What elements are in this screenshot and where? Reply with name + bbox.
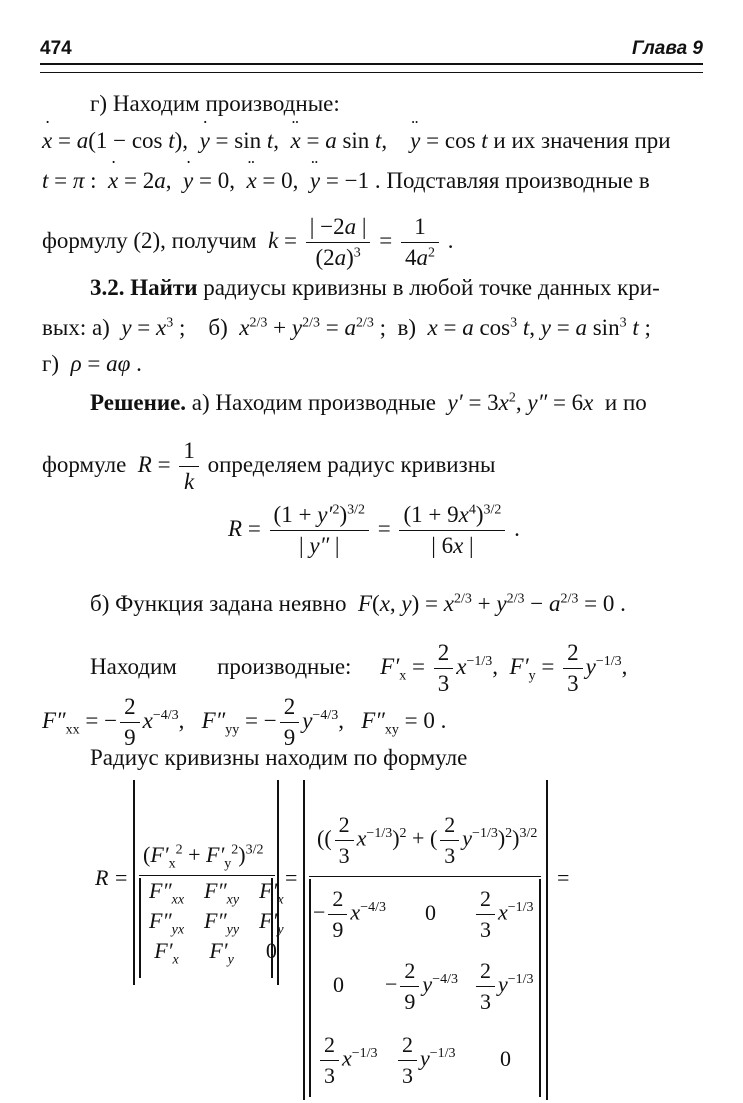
radius-formula-a: R = $\frac{(1 + y'^2)^{3/2}}{| y'' |}$ = $\frac{(1 + 9x^4)^{3/2}}{| 6x |}$ . — [228, 502, 520, 558]
page-number: 474 — [40, 38, 72, 59]
derivatives-formula: ˙ x = a(1 − cos t), ˙ y = sin t, ¨ x = a sin t, ¨ y = cos t и их значения при — [42, 127, 671, 155]
second-partials: $F''_{xx}$ = − $\frac{2}{9}$ $x^{-4/3}$, $F''_{yy}$ = − $\frac{2}{9}$ $y^{-4/3}$, $F''_{xy} = 0$ . — [42, 694, 447, 750]
problem-3-2: 3.2. Найти радиусы кривизны в любой точке данных кри- — [90, 275, 660, 300]
curves-list: вых: а) $y = x^3$ ; б) $x^{2/3} + y^{2/3} = a^{2/3}$ ; в) x = a $\cos^3 t$, y = a $\sin^3 t$ ; — [42, 315, 651, 340]
header-rule — [40, 63, 703, 73]
curvature-result: формулу (2), получим k = $\frac{| -2a |}{(2a)^3}$ = $\frac{1}{4a^2}$ . — [42, 214, 454, 270]
radius-formula-line: формуле R = $\frac{1}{k}$ определяем радиус кривизны — [42, 438, 496, 494]
first-partials: Находим производные: $F'_x$ = $\frac{2}{3}$ $x^{-1/3}$, $F'_y$ = $\frac{2}{3}$ $y^{-1/3}$, — [90, 640, 628, 696]
line-14: Радиус кривизны находим по формуле — [90, 745, 468, 770]
implicit-function: б) Функция задана неявно F(x, $y) = x^{2/3} + y^{2/3} - a^{2/3} = 0$ . — [90, 591, 626, 616]
line-1: г) Находим производные: — [90, 91, 340, 116]
solution-a: Решение. а) Находим производные $y' = 3x^2$, y″ = 6x и по — [90, 390, 647, 415]
page-header — [40, 38, 703, 66]
values-at-pi: t = π : ˙ x = 2a, ˙ y = 0, ¨ x = 0, ¨ y = −1 . Подставляя производные в — [42, 167, 650, 195]
curve-d: г) ρ = aφ . — [42, 351, 142, 376]
determinant-formula: R = $(F'_x^2 + F'_y^2)^{3/2}$ $F''_{xx}$ $F''_{xy}$ $F'_x$ $F''_{yx}$ $F''_{yy}$ $F'_y$ $F'_x$ $F'_y$ 0 = (( $\frac{2}{3}$ $x^{-1/3})^2$ + ( $\frac{2}{3}$ $y^{-1/3})^2)^{3/2}$ − $\frac{2}{9}$ $x^{-4/3}$ 0 $\frac{2}{3}$ $x^{-1/3}$ 0 − $\frac{2}{9}$ $y^{-4/3}$ $\frac{2}{3}$ $y^{-1/3}$ $\frac{2}{3}$ $x^{-1/3}$ $\frac{2}{3}$ $y^{-1/3}$ 0 = — [95, 780, 615, 1100]
chapter-title: Глава 9 — [632, 38, 703, 59]
